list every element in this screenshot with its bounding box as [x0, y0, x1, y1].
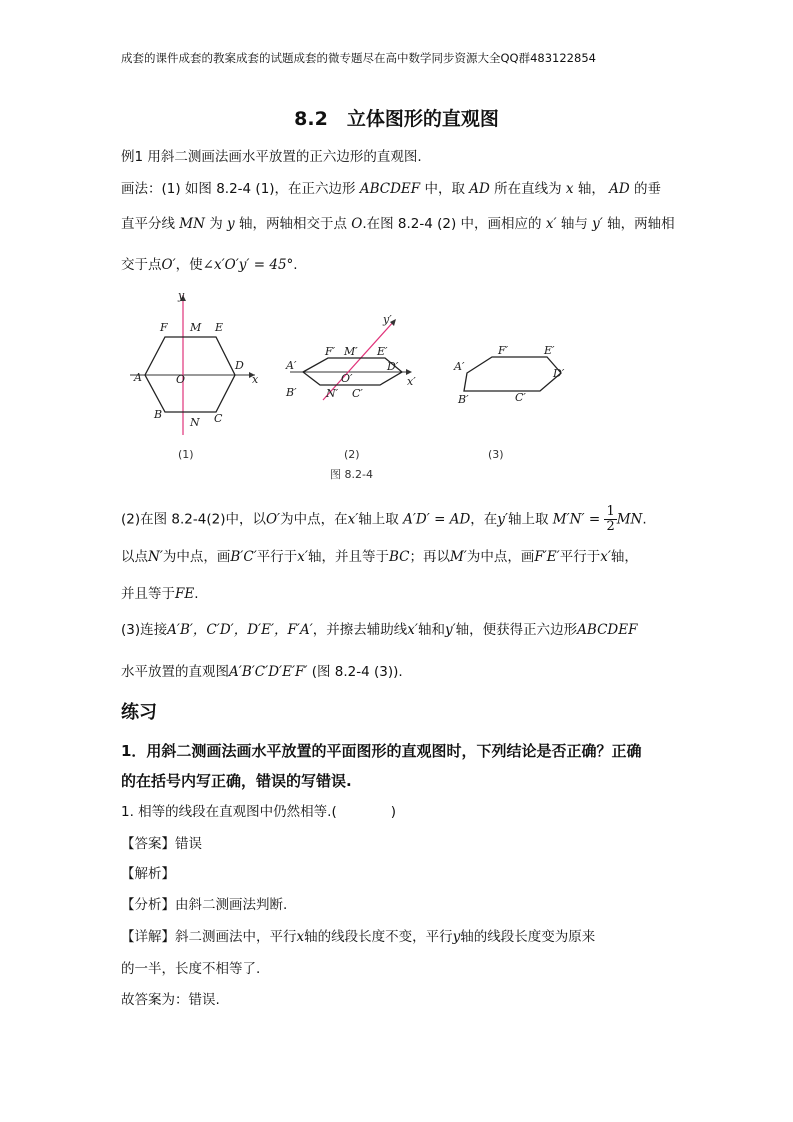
- svg-text:x′: x′: [407, 375, 416, 388]
- svg-text:F′: F′: [498, 344, 509, 357]
- svg-text:C′: C′: [515, 391, 526, 404]
- svg-text:B′: B′: [286, 386, 297, 399]
- method-line-1: 画法：(1) 如图 8.2-4 (1)，在正六边形 ABCDEF 中，取 AD 所在直线为 x 轴， AD 的垂: [121, 181, 662, 197]
- question-line-1: 1．用斜二测画法画水平放置的平面图形的直观图时，下列结论是否正确？正确: [121, 742, 642, 760]
- answer-line: 【答案】错误: [121, 836, 202, 852]
- svg-text:(1): (1): [178, 448, 194, 461]
- step2-line-1: (2)在图 8.2-4(2)中，以O′为中点，在x′轴上取 A′D′ = AD，在y′轴上取 M′N′ = $\frac{1}{2}$ MN.: [121, 504, 647, 534]
- svg-text:F′: F′: [325, 345, 336, 358]
- figure-8-2-4: [120, 285, 680, 495]
- svg-text:E: E: [215, 321, 224, 334]
- svg-text:B′: B′: [458, 393, 469, 406]
- final-answer: 故答案为：错误.: [121, 992, 220, 1008]
- fraction-one-half: $\frac{1}{2}$: [606, 504, 615, 534]
- svg-text:y′: y′: [383, 313, 392, 326]
- svg-text:M: M: [190, 321, 202, 334]
- svg-text:N′: N′: [326, 387, 339, 400]
- svg-text:E′: E′: [377, 345, 388, 358]
- svg-text:E′: E′: [544, 344, 555, 357]
- method-line-2: 直平分线 MN 为 y 轴，两轴相交于点 O.在图 8.2-4 (2) 中，画相应的 x′ 轴与 y′ 轴，两轴相: [121, 216, 675, 232]
- analysis-tag: 【解析】: [121, 866, 175, 882]
- svg-text:N: N: [190, 416, 200, 429]
- svg-text:D′: D′: [553, 367, 565, 380]
- figure-3-result: [453, 344, 565, 461]
- question-item: 1. 相等的线段在直观图中仍然相等.( ): [121, 804, 396, 820]
- svg-text:O: O: [176, 373, 186, 386]
- svg-text:C′: C′: [352, 387, 363, 400]
- figure-1-hexagon: [130, 289, 259, 461]
- step3-line-1: (3)连接A′B′，C′D′，D′E′，F′A′，并擦去辅助线x′轴和y′轴，便获得正六边形ABCDEF: [121, 622, 638, 638]
- figure-2-oblique: [285, 313, 416, 461]
- detail-line-2: 的一半，长度不相等了.: [121, 961, 261, 977]
- fenxi-line: 【分析】由斜二测画法判断.: [121, 897, 288, 913]
- svg-text:O′: O′: [341, 372, 353, 385]
- step3-line-2: 水平放置的直观图A′B′C′D′E′F′ (图 8.2-4 (3)).: [121, 664, 403, 680]
- detail-line-1: 【详解】斜二测画法中，平行x轴的线段长度不变，平行y轴的线段长度变为原来: [121, 929, 596, 945]
- svg-text:B: B: [154, 408, 163, 421]
- practice-heading: 练习: [121, 702, 157, 723]
- method-line-3: 交于点O′，使∠x′O′y′ = 45°.: [121, 257, 298, 273]
- svg-text:y: y: [178, 289, 185, 302]
- step2-line-3: 并且等于FE.: [121, 586, 199, 602]
- svg-text:A: A: [134, 371, 142, 384]
- svg-text:(2): (2): [344, 448, 360, 461]
- svg-text:M′: M′: [344, 345, 358, 358]
- step2-line-2: 以点N′为中点，画B′C′平行于x′轴，并且等于BC；再以M′为中点，画F′E′平行于x′轴，: [121, 549, 638, 565]
- svg-text:D: D: [235, 359, 244, 372]
- svg-text:D′: D′: [387, 360, 399, 373]
- answer-value: 错误: [175, 836, 202, 852]
- question-line-2: 的在括号内写正确，错误的写错误.: [121, 772, 352, 790]
- svg-text:A′: A′: [286, 359, 297, 372]
- svg-text:(3): (3): [488, 448, 504, 461]
- page-header: 成套的课件成套的教案成套的试题成套的微专题尽在高中数学同步资源大全QQ群483122854: [121, 51, 596, 65]
- page-title: 8.2 立体图形的直观图: [294, 108, 499, 130]
- svg-text:C: C: [214, 412, 223, 425]
- svg-text:x: x: [252, 373, 259, 386]
- figure-caption: 图 8.2-4: [330, 468, 373, 481]
- svg-text:A′: A′: [454, 360, 465, 373]
- svg-text:F: F: [160, 321, 168, 334]
- example-title: 例1 用斜二测画法画水平放置的正六边形的直观图.: [121, 149, 422, 165]
